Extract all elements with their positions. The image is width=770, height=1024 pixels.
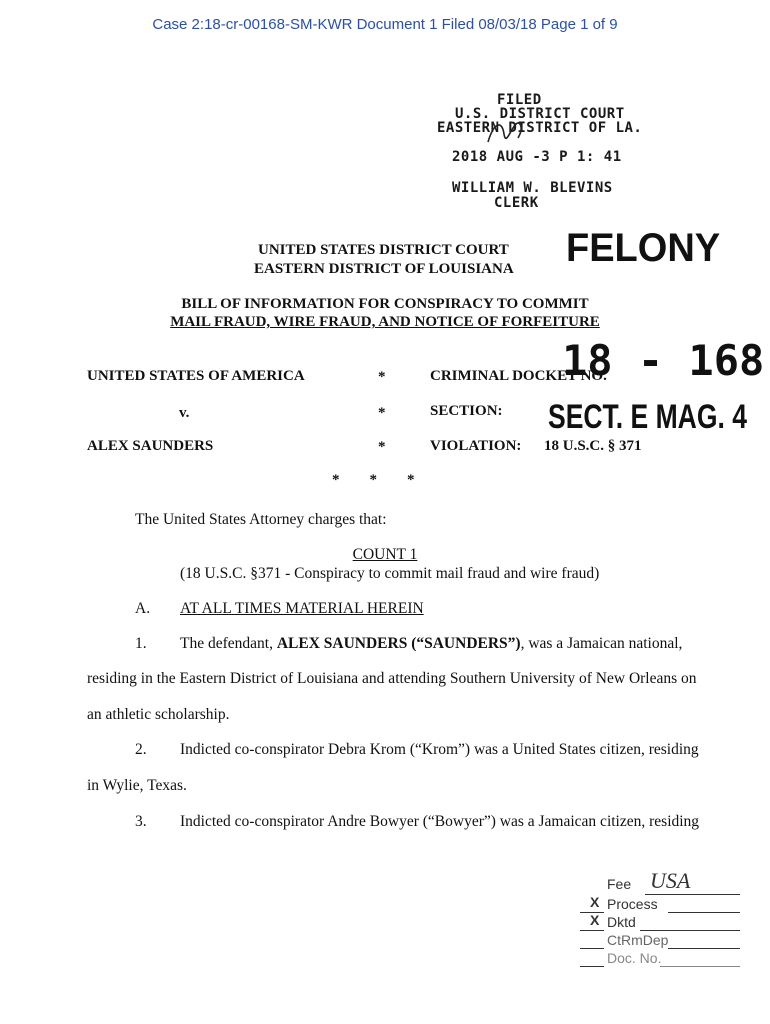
violation-label: VIOLATION: xyxy=(430,438,522,454)
count-subtitle: (18 U.S.C. §371 - Conspiracy to commit mail fraud and wire fraud) xyxy=(180,565,600,582)
paragraph-1-line3: an athletic scholarship. xyxy=(87,706,230,723)
intro-text: The United States Attorney charges that: xyxy=(135,511,387,528)
clerk-fee-line xyxy=(645,894,740,895)
caption-plaintiff: UNITED STATES OF AMERICA xyxy=(87,368,305,384)
court-name-line2: EASTERN DISTRICT OF LOUISIANA xyxy=(254,261,514,277)
felony-stamp: FELONY xyxy=(566,226,721,270)
bill-title-line2: MAIL FRAUD, WIRE FRAUD, AND NOTICE OF FORFEITURE xyxy=(170,314,600,330)
section-heading: AT ALL TIMES MATERIAL HEREIN xyxy=(180,600,424,617)
paragraph-3-line1: Indicted co-conspirator Andre Bowyer (“Bowyer”) was a Jamaican citizen, residing xyxy=(180,813,700,830)
section-letter: A. xyxy=(135,600,151,617)
defendant-name: ALEX SAUNDERS (“SAUNDERS”) xyxy=(276,635,521,652)
clerk-process-line xyxy=(668,912,740,913)
clerk-ctrmdep-mark-line xyxy=(580,948,604,949)
filed-stamp-court: U.S. DISTRICT COURT xyxy=(455,106,625,122)
caption-versus: v. xyxy=(179,405,190,421)
paragraph-1-line2: residing in the Eastern District of Louisiana and attending Southern University of New Orleans on xyxy=(87,670,697,687)
paragraph-3-number: 3. xyxy=(135,813,147,830)
count-title: COUNT 1 xyxy=(352,546,418,563)
section-label: SECTION: xyxy=(430,403,503,419)
paragraph-2-number: 2. xyxy=(135,741,147,758)
filed-stamp-filed: FILED xyxy=(497,92,542,108)
paragraph-1-lead: The defendant, xyxy=(180,635,277,652)
clerk-ctrmdep-label: CtRmDep xyxy=(607,932,669,948)
violation-value: 18 U.S.C. § 371 xyxy=(544,438,642,454)
handwritten-initials xyxy=(480,112,530,152)
bill-title-line1: BILL OF INFORMATION FOR CONSPIRACY TO COMMIT xyxy=(181,296,589,312)
caption-star-1: * xyxy=(378,369,386,385)
docket-number: 18 - 168 xyxy=(562,336,765,385)
paragraph-1-number: 1. xyxy=(135,635,147,652)
clerk-dktd-mark: X xyxy=(590,912,600,928)
filed-stamp-clerk-title: CLERK xyxy=(494,195,539,211)
caption-stars-row: * * * xyxy=(332,472,415,488)
clerk-dktd-mark-line xyxy=(580,930,604,931)
filed-stamp-clerk-name: WILLIAM W. BLEVINS xyxy=(452,180,613,196)
clerk-docno-mark-line xyxy=(580,966,604,967)
caption-star-3: * xyxy=(378,439,386,455)
section-value: SECT. E MAG. 4 xyxy=(548,398,747,436)
caption-defendant: ALEX SAUNDERS xyxy=(87,438,214,454)
clerk-fee-value: USA xyxy=(650,868,691,893)
paragraph-1-line1 xyxy=(180,635,682,653)
clerk-docno-line xyxy=(660,966,740,967)
case-header: Case 2:18-cr-00168-SM-KWR Document 1 Filed 08/03/18 Page 1 of 9 xyxy=(152,16,618,33)
clerk-dktd-label: Dktd xyxy=(607,914,636,930)
court-name-line1: UNITED STATES DISTRICT COURT xyxy=(258,242,509,258)
caption-star-2: * xyxy=(378,405,386,421)
clerk-ctrmdep-line xyxy=(668,948,740,949)
clerk-fee-label: Fee xyxy=(607,876,632,892)
clerk-docno-label: Doc. No. xyxy=(607,950,662,966)
filed-stamp-datetime: 2018 AUG -3 P 1: 41 xyxy=(452,149,622,165)
paragraph-2-line1: Indicted co-conspirator Debra Krom (“Krom”) was a United States citizen, residing xyxy=(180,741,699,758)
paragraph-2-line2: in Wylie, Texas. xyxy=(87,777,187,794)
clerk-process-mark: X xyxy=(590,894,600,910)
clerk-dktd-line xyxy=(640,930,740,931)
clerk-process-label: Process xyxy=(607,896,658,912)
docket-label: CRIMINAL DOCKET NO. xyxy=(430,368,607,384)
paragraph-1-rest: , was a Jamaican national, xyxy=(520,635,683,652)
filed-stamp-district: EASTERN DISTRICT OF LA. xyxy=(437,120,643,136)
